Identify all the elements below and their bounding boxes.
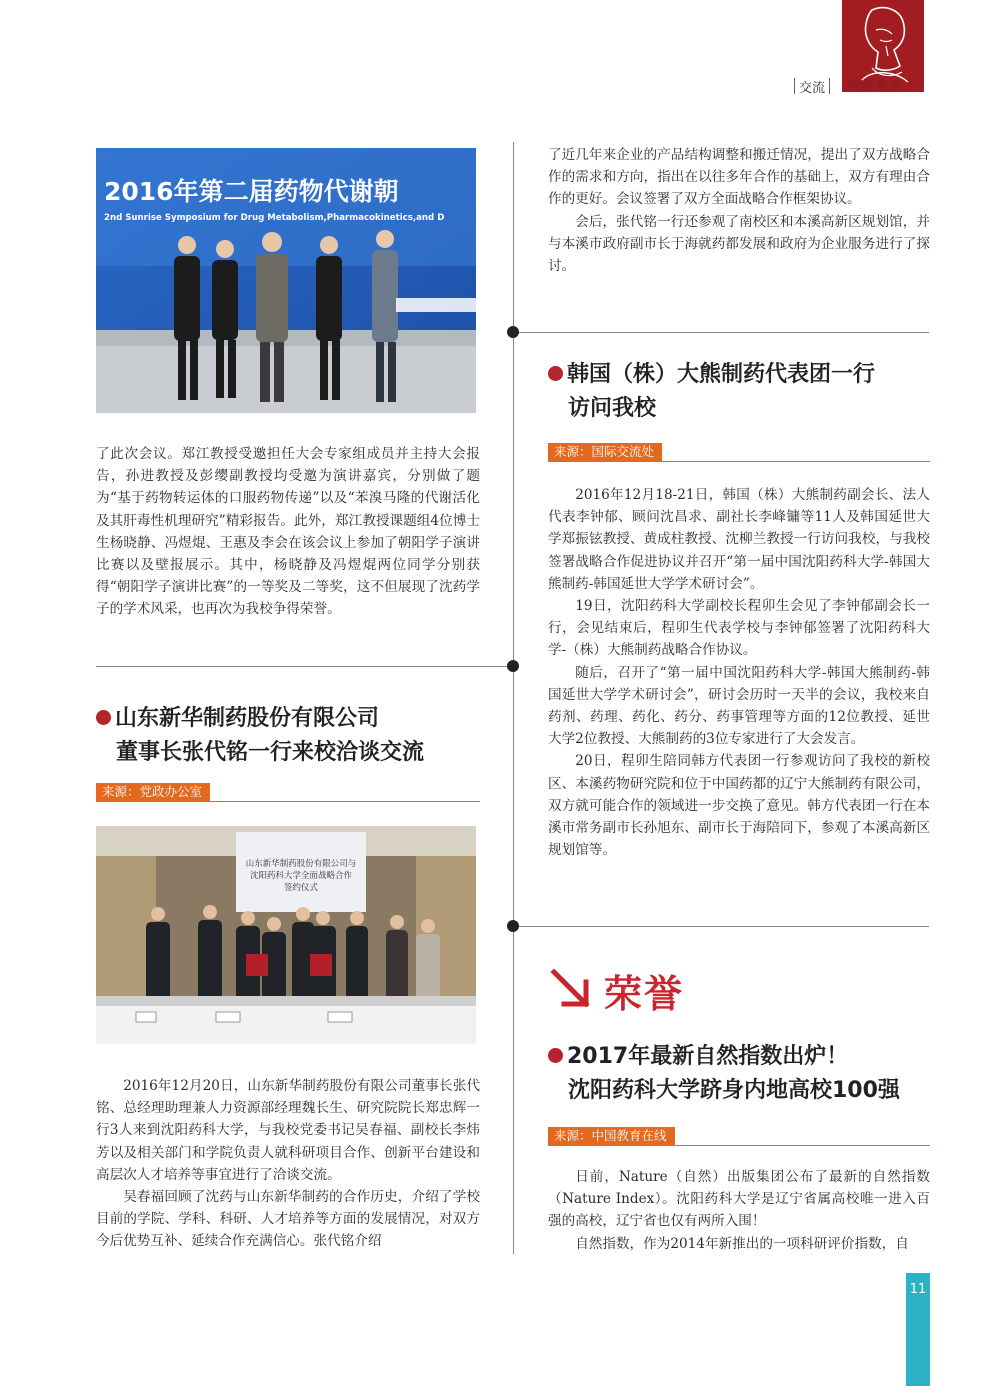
paragraph-text: 随后，召开了“第一届中国沈阳药科大学-韩国大熊制药-韩国延世大学学术研讨会”，研讨会历时一天半的会议，我校来自药剂、药理、药化、药分、药事管理等方面的12位教授、延世大学2位教授、大熊制药的3位专家进行了大会发言。: [548, 664, 930, 748]
title-bullet-icon: [96, 710, 111, 725]
title-line-2: 访问我校: [568, 396, 657, 421]
symposium-photo: [96, 148, 476, 413]
paragraph-text: 会后，张代铭一行还参观了南校区和本溪高新区规划馆，并与本溪市政府副市长于海就药都发展和政府为企业服务进行了探讨。: [548, 213, 930, 275]
left-paragraph-1: [96, 443, 480, 621]
source-underline: [548, 461, 930, 462]
banner-title: 2016年第二届药物代谢朝: [104, 177, 399, 206]
paragraph-text: 20日，程卯生陪同韩方代表团一行参观访问了我校的新校区、本溪药物研究院和位于中国药都的辽宁大熊制药有限公司，双方就可能合作的领域进一步交换了意见。韩方代表团一行在本溪市常务副市长孙旭东、副市长于海陪同下，参观了本溪高新区规划馆等。: [548, 753, 930, 859]
paragraph-text: 了此次会议。郑江教授受邀担任大会专家组成员并主持大会报告，孙进教授及彭缨副教授均受邀为演讲嘉宾，分别做了题为“基于药物转运体的口服药物传递”以及“苯溴马隆的代谢活化及其肝毒性机理研究”精彩报告。此外，郑江教授课题组4位博士生杨晓静、冯煜焜、王惠及李会在该会议上参加了朝阳学子演讲比赛以及壁报展示。其中，杨晓静及冯煜焜两位同学分别获得“朝阳学子演讲比赛”的一等奖及二等奖，这不但展现了沈药学子的学术风采，也再次为我校争得荣誉。: [96, 446, 480, 618]
section-divider: [519, 926, 929, 927]
header-divider: [829, 78, 830, 94]
korea-paragraphs: [548, 484, 930, 861]
signing-ceremony-photo: [96, 826, 476, 1044]
header-section-label: [790, 74, 834, 98]
divider-dot: [507, 920, 519, 932]
honor-article-title: [548, 1040, 930, 1108]
column-divider: [513, 142, 514, 1254]
page-number: 11: [909, 1282, 927, 1297]
divider-dot: [507, 660, 519, 672]
paragraph-text: 2016年12月20日，山东新华制药股份有限公司董事长张代铭、总经理助理兼人力资源部经理魏长生、研究院院长郑忠辉一行3人来到沈阳药科大学，与我校党委书记吴春福、副校长李炜芳以及相关部门和学院负责人就科研项目合作、创新平台建设和高层次人才培养等事宜进行了洽谈交流。: [96, 1078, 480, 1183]
brand-name: 無涯集志: [846, 79, 903, 94]
korea-article-title: [548, 358, 930, 426]
title-bullet-icon: [548, 366, 563, 381]
shandong-paragraphs: [96, 1075, 480, 1253]
paragraph-text: 2016年12月18-21日，韩国（株）大熊制药副会长、法人代表李钟郁、顾问沈昌求、副社长李峰镛等11人及韩国延世大学郑振铉教授、黄成柱教授、沈柳兰教授一行访问我校，与我校签署战略合作促进协议并召开“第一届中国沈阳药科大学-韩国大熊制药-韩国延世大学学术研讨会”。: [548, 487, 930, 592]
section-divider: [96, 666, 510, 667]
title-line-1: 韩国（株）大熊制药代表团一行: [567, 362, 876, 387]
right-top-paragraphs: [548, 144, 930, 277]
header-divider: [794, 78, 795, 94]
paragraph-text: 19日，沈阳药科大学副校长程卯生会见了李钟郁副会长一行，会见结束后，程卯生代表学校与李钟郁签署了沈阳药科大学-（株）大熊制药战略合作协议。: [548, 598, 930, 659]
section-divider: [519, 332, 929, 333]
korea-source-tag: 来源：国际交流处: [548, 443, 662, 461]
paragraph-text: 吴春福回顾了沈药与山东新华制药的合作历史，介绍了学校目前的学院、学科、科研、人才培养等方面的发展情况，对双方今后优势互补、延续合作充满信心。张代铭介绍: [96, 1189, 480, 1250]
honor-section-title: 荣誉: [604, 972, 685, 1016]
banner-subtitle: 2nd Sunrise Symposium for Drug Metabolism,Pharmacokinetics,and D: [104, 213, 445, 223]
screen-text-2: 沈阳药科大学全面战略合作: [249, 871, 353, 881]
title-line-2: 沈阳药科大学跻身内地高校100强: [568, 1078, 900, 1103]
source-underline: [548, 1145, 930, 1146]
divider-dot: [507, 326, 519, 338]
paragraph-text: 了近几年来企业的产品结构调整和搬迁情况，提出了双方战略合作的需求和方向，指出在以往多年合作的基础上，双方有理由合作的更好。会议签署了双方全面战略合作框架协议。: [548, 147, 930, 208]
title-line-2: 董事长张代铭一行来校洽谈交流: [116, 740, 425, 765]
paragraph-text: 日前，Nature（自然）出版集团公布了最新的自然指数（Nature Index）。沈阳药科大学是辽宁省属高校唯一进入百强的高校，辽宁省也仅有两所入围！: [548, 1169, 930, 1230]
screen-text-3: 签约仪式: [283, 883, 319, 893]
arrow-down-right-icon: [548, 966, 596, 1014]
title-line-1: 山东新华制药股份有限公司: [115, 706, 380, 731]
screen-text-1: 山东新华制药股份有限公司与: [245, 859, 357, 869]
source-underline: [96, 801, 480, 802]
shandong-source-tag: 来源：党政办公室: [96, 783, 210, 801]
paragraph-text: 自然指数，作为2014年新推出的一项科研评价指数，自: [575, 1235, 909, 1252]
header-section: 交流: [799, 80, 826, 96]
honor-source-tag: 来源：中国教育在线: [548, 1127, 675, 1145]
title-bullet-icon: [548, 1048, 563, 1063]
honor-paragraphs: [548, 1166, 930, 1255]
title-line-1: 2017年最新自然指数出炉！: [567, 1044, 849, 1069]
shandong-article-title: [96, 702, 506, 770]
